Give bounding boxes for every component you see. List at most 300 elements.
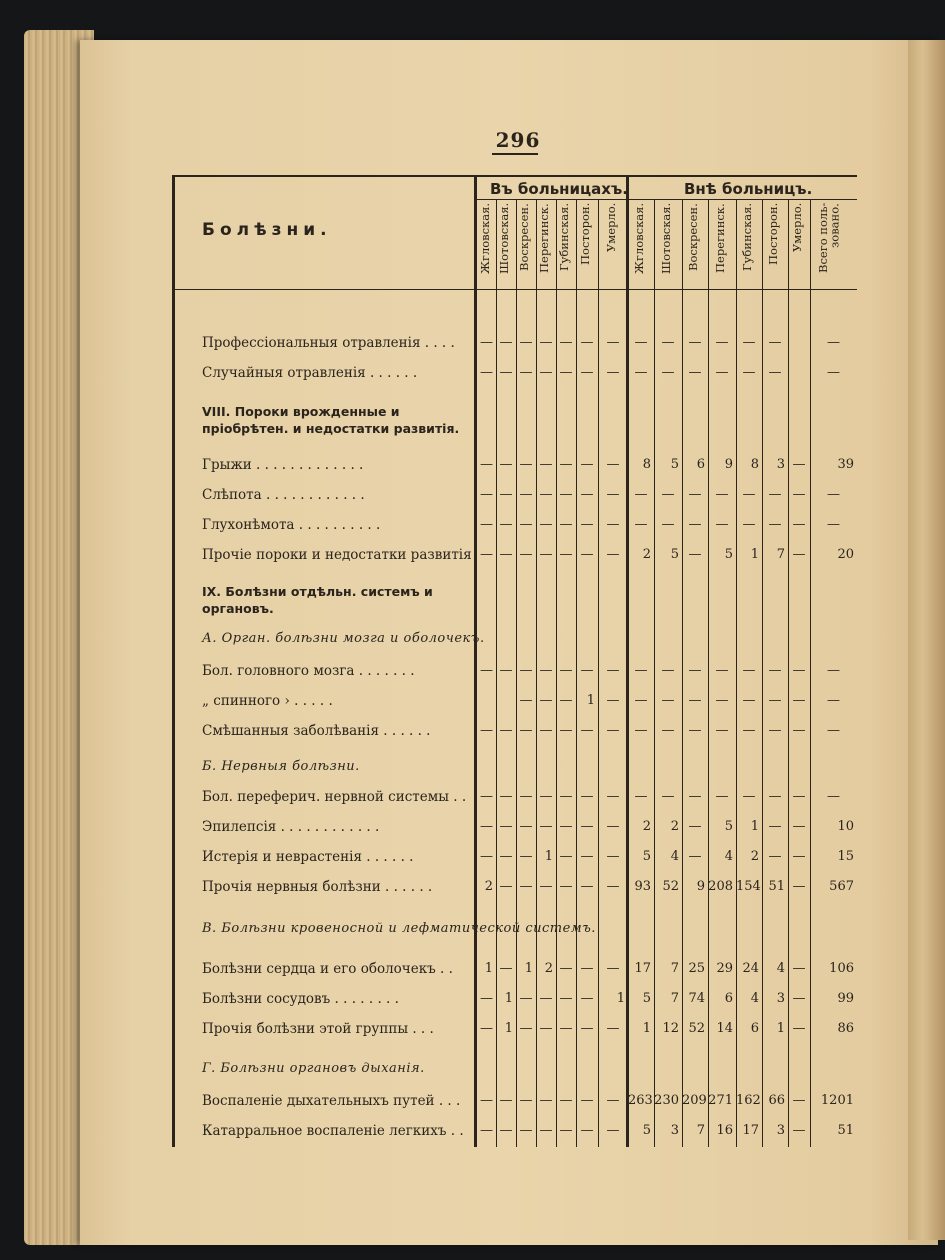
table-cell: — — [519, 457, 533, 472]
table-cell: — — [580, 723, 594, 738]
table-cell: 1 — [544, 849, 553, 864]
table-cell: 9 — [724, 457, 733, 472]
table-cell: 2 — [642, 547, 651, 562]
table-cell: — — [768, 693, 782, 708]
table-cell: 5 — [642, 1123, 651, 1138]
table-cell: — — [539, 723, 553, 738]
row-label: Прочія нервныя болѣзни . . . . . . — [202, 879, 433, 895]
table-cell: 2 — [484, 879, 493, 894]
table-cell: 1 — [484, 961, 493, 976]
table-cell: 9 — [696, 879, 705, 894]
group-header-rule — [475, 199, 857, 200]
column-header: Шотовская. — [659, 203, 673, 275]
table-cell: — — [559, 517, 573, 532]
table-cell: — — [768, 789, 782, 804]
row-label: Прочія болѣзни этой группы . . . — [202, 1021, 434, 1037]
table-cell: — — [519, 487, 533, 502]
table-cell: — — [580, 879, 594, 894]
table-top-rule — [172, 175, 857, 177]
table-cell: — — [792, 1123, 806, 1138]
table-cell: 7 — [670, 991, 679, 1006]
table-cell: — — [519, 991, 533, 1006]
page-number: 296 — [495, 128, 541, 152]
table-cell: — — [634, 487, 648, 502]
table-cell: — — [580, 487, 594, 502]
group-outside-hospitals: Внѣ больницъ. — [684, 180, 813, 198]
table-cell: 2 — [670, 819, 679, 834]
table-section-row — [172, 755, 857, 781]
table-cell: — — [792, 789, 806, 804]
table-cell: 5 — [724, 819, 733, 834]
table-cell: — — [519, 1021, 533, 1036]
table-cell: — — [715, 723, 729, 738]
table-cell: — — [519, 693, 533, 708]
table-cell: — — [559, 487, 573, 502]
table-cell: — — [559, 365, 573, 380]
table-row — [172, 689, 857, 715]
table-cell: — — [792, 487, 806, 502]
table-cell: — — [606, 849, 620, 864]
group-in-hospitals: Въ больницахъ. — [490, 180, 628, 198]
table-cell: — — [661, 723, 675, 738]
section-heading: Г. Болѣзни органовъ дыханія. — [202, 1061, 425, 1076]
table-cell: — — [634, 335, 648, 350]
table-cell: — — [519, 879, 533, 894]
table-cell: — — [519, 819, 533, 834]
section-heading: В. Болѣзни кровеносной и лефматической системъ. — [202, 921, 596, 936]
table-cell: — — [792, 517, 806, 532]
table-row — [172, 815, 857, 841]
table-cell: 4 — [670, 849, 679, 864]
table-cell: — — [539, 487, 553, 502]
table-cell: 5 — [642, 849, 651, 864]
table-cell: 1 — [504, 991, 513, 1006]
table-cell: — — [715, 789, 729, 804]
table-cell: — — [827, 789, 840, 804]
table-cell: — — [559, 1021, 573, 1036]
table-cell: — — [499, 961, 513, 976]
table-row — [172, 453, 857, 479]
table-cell: 2 — [750, 849, 759, 864]
column-header: Воскресен. — [517, 203, 531, 271]
table-cell: — — [606, 547, 620, 562]
page-number-underline — [492, 153, 538, 155]
row-label: Смѣшанныя заболѣванія . . . . . . — [202, 723, 431, 739]
table-row — [172, 845, 857, 871]
table-cell: — — [634, 517, 648, 532]
table-cell: — — [634, 663, 648, 678]
row-label: Катарральное воспаленіе легкихъ . . — [202, 1123, 464, 1139]
table-cell: — — [480, 991, 493, 1006]
table-cell: 230 — [654, 1093, 679, 1108]
row-label: Эпилепсія . . . . . . . . . . . . — [202, 819, 380, 835]
table-cell: — — [519, 849, 533, 864]
table-cell: — — [606, 789, 620, 804]
row-label: Бол. головного мозга . . . . . . . — [202, 663, 415, 679]
table-cell: — — [634, 693, 648, 708]
table-cell: — — [768, 365, 782, 380]
row-label: Истерія и неврастенія . . . . . . — [202, 849, 414, 865]
table-cell: — — [688, 723, 702, 738]
table-cell: — — [792, 547, 806, 562]
table-cell: — — [742, 723, 756, 738]
table-cell: — — [580, 457, 594, 472]
table-cell: 1 — [776, 1021, 785, 1036]
table-cell: 86 — [837, 1021, 854, 1036]
table-cell: — — [715, 487, 729, 502]
table-cell: — — [634, 789, 648, 804]
table-cell: 7 — [776, 547, 785, 562]
column-header: Жгловская. — [632, 203, 646, 275]
table-cell: — — [480, 1021, 493, 1036]
table-cell: — — [480, 663, 493, 678]
row-label: Бол. переферич. нервной системы . . — [202, 789, 467, 805]
table-cell: — — [606, 819, 620, 834]
table-cell: — — [499, 457, 513, 472]
table-cell: — — [688, 693, 702, 708]
table-cell: — — [480, 517, 493, 532]
row-header-title: Болѣзни. — [202, 220, 332, 240]
table-cell: — — [606, 693, 620, 708]
table-cell: — — [580, 547, 594, 562]
table-cell: 1 — [524, 961, 533, 976]
table-cell: — — [580, 663, 594, 678]
table-cell: — — [792, 991, 806, 1006]
table-cell: — — [499, 663, 513, 678]
table-cell: — — [792, 693, 806, 708]
table-cell: 6 — [696, 457, 705, 472]
table-cell: — — [768, 819, 782, 834]
table-cell: — — [768, 487, 782, 502]
table-row — [172, 543, 857, 569]
table-cell: — — [499, 819, 513, 834]
table-cell: 2 — [544, 961, 553, 976]
table-cell: — — [539, 335, 553, 350]
table-cell: — — [499, 547, 513, 562]
table-cell: — — [480, 1093, 493, 1108]
table-cell: 263 — [628, 1093, 653, 1108]
row-label: Болѣзни сосудовъ . . . . . . . . — [202, 991, 399, 1007]
table-cell: 16 — [716, 1123, 733, 1138]
disease-table — [172, 175, 857, 1147]
table-cell: — — [580, 1093, 594, 1108]
table-cell: — — [661, 335, 675, 350]
column-header: Посторон. — [578, 203, 592, 266]
section-heading: А. Орган. болѣзни мозга и оболочекъ. — [202, 631, 485, 646]
table-cell: — — [768, 663, 782, 678]
table-cell: — — [688, 335, 702, 350]
table-cell: — — [519, 517, 533, 532]
table-cell: 2 — [642, 819, 651, 834]
table-cell: 208 — [708, 879, 733, 894]
table-cell: 3 — [776, 991, 785, 1006]
column-header: Перегинск. — [537, 203, 551, 273]
table-cell: 29 — [716, 961, 733, 976]
row-label: „ спинного › . . . . . — [202, 693, 333, 709]
table-cell: — — [792, 819, 806, 834]
table-cell: — — [742, 365, 756, 380]
table-cell: — — [661, 789, 675, 804]
table-cell: — — [768, 849, 782, 864]
row-label: Прочіе пороки и недостатки развитія — [202, 547, 472, 563]
table-cell: 17 — [634, 961, 651, 976]
table-section-row — [172, 627, 857, 653]
table-cell: — — [688, 547, 702, 562]
table-cell: 209 — [682, 1093, 707, 1108]
table-cell: — — [559, 819, 573, 834]
table-cell: — — [539, 663, 553, 678]
table-cell: — — [539, 457, 553, 472]
row-label: Глухонѣмота . . . . . . . . . . — [202, 517, 381, 533]
table-cell: 74 — [688, 991, 705, 1006]
table-cell: 5 — [642, 991, 651, 1006]
table-cell: — — [499, 879, 513, 894]
table-cell: — — [827, 365, 840, 380]
table-row — [172, 1119, 857, 1145]
table-cell: 6 — [750, 1021, 759, 1036]
table-cell: — — [480, 335, 493, 350]
table-cell: — — [768, 723, 782, 738]
table-cell: — — [539, 1021, 553, 1036]
table-cell: — — [792, 879, 806, 894]
table-cell: 1 — [642, 1021, 651, 1036]
table-cell: — — [480, 457, 493, 472]
table-cell: — — [519, 335, 533, 350]
row-label: Болѣзни сердца и его оболочекъ . . — [202, 961, 453, 977]
table-cell: — — [539, 991, 553, 1006]
table-row — [172, 361, 857, 387]
table-cell: — — [499, 1093, 513, 1108]
table-cell: — — [742, 517, 756, 532]
table-cell: — — [688, 517, 702, 532]
table-cell: — — [499, 1123, 513, 1138]
table-cell: — — [606, 517, 620, 532]
table-cell: — — [559, 961, 573, 976]
table-cell: — — [539, 819, 553, 834]
table-cell: — — [580, 1021, 594, 1036]
table-cell: — — [792, 849, 806, 864]
table-cell: 10 — [837, 819, 854, 834]
table-cell: — — [539, 789, 553, 804]
table-cell: — — [742, 487, 756, 502]
table-cell: 8 — [642, 457, 651, 472]
table-cell: 271 — [708, 1093, 733, 1108]
row-label: Профессіональныя отравленія . . . . — [202, 335, 455, 351]
table-cell: — — [661, 693, 675, 708]
table-cell: 93 — [634, 879, 651, 894]
table-cell: — — [559, 789, 573, 804]
row-label: Слѣпота . . . . . . . . . . . . — [202, 487, 365, 503]
table-cell: — — [519, 365, 533, 380]
table-cell: 3 — [776, 457, 785, 472]
table-cell: — — [480, 849, 493, 864]
table-cell: — — [742, 335, 756, 350]
table-cell: — — [606, 457, 620, 472]
table-cell: — — [559, 663, 573, 678]
column-header: Жгловская. — [477, 203, 492, 275]
table-cell: 51 — [768, 879, 785, 894]
table-cell: 20 — [837, 547, 854, 562]
table-cell: — — [559, 991, 573, 1006]
table-row — [172, 987, 857, 1013]
table-cell: — — [661, 487, 675, 502]
table-cell: — — [519, 1093, 533, 1108]
table-cell: 106 — [829, 961, 854, 976]
table-cell: 162 — [736, 1093, 761, 1108]
table-cell: — — [539, 1123, 553, 1138]
table-cell: — — [827, 487, 840, 502]
table-cell: — — [606, 1123, 620, 1138]
table-cell: — — [519, 789, 533, 804]
column-header: Губинская. — [557, 203, 571, 272]
table-cell: — — [519, 663, 533, 678]
table-cell: 6 — [724, 991, 733, 1006]
table-cell: — — [606, 723, 620, 738]
table-cell: — — [499, 517, 513, 532]
table-row — [172, 957, 857, 983]
column-header: Перегинск. — [713, 203, 727, 273]
facing-page-edge — [908, 40, 945, 1240]
table-cell: 3 — [670, 1123, 679, 1138]
table-cell: — — [606, 1021, 620, 1036]
table-cell: — — [580, 517, 594, 532]
section-heading: VIII. Пороки врожденные и пріобрѣтен. и недостатки развитія. — [202, 404, 460, 436]
table-cell: — — [715, 365, 729, 380]
table-cell: — — [634, 365, 648, 380]
table-cell: — — [580, 991, 594, 1006]
table-row — [172, 719, 857, 745]
table-cell: — — [580, 1123, 594, 1138]
table-cell: — — [715, 693, 729, 708]
table-cell: — — [539, 365, 553, 380]
table-row — [172, 1017, 857, 1043]
table-cell: — — [580, 365, 594, 380]
table-cell: 1 — [750, 819, 759, 834]
table-cell: — — [559, 879, 573, 894]
table-cell: 1 — [616, 991, 625, 1006]
table-cell: 24 — [742, 961, 759, 976]
table-cell: — — [742, 789, 756, 804]
table-cell: — — [539, 693, 553, 708]
table-cell: 1 — [586, 693, 595, 708]
table-cell: 66 — [768, 1093, 785, 1108]
table-row — [172, 659, 857, 685]
table-cell: 4 — [724, 849, 733, 864]
table-cell: — — [580, 961, 594, 976]
table-cell: — — [519, 723, 533, 738]
table-cell: — — [499, 789, 513, 804]
row-label: Грыжи . . . . . . . . . . . . . — [202, 457, 364, 473]
table-cell: — — [792, 1093, 806, 1108]
table-cell: — — [559, 547, 573, 562]
table-cell: — — [742, 693, 756, 708]
table-row — [172, 483, 857, 509]
table-cell: — — [827, 693, 840, 708]
section-heading: IX. Болѣзни отдѣльн. системъ и органовъ. — [202, 584, 433, 616]
table-cell: — — [499, 849, 513, 864]
row-label: Случайныя отравленія . . . . . . — [202, 365, 418, 381]
column-header: Умерло. — [790, 203, 804, 253]
table-cell: 39 — [837, 457, 854, 472]
table-section-row — [172, 404, 857, 436]
table-cell: — — [792, 961, 806, 976]
table-cell: — — [792, 1021, 806, 1036]
table-cell: 99 — [837, 991, 854, 1006]
table-cell: — — [768, 335, 782, 350]
table-cell: — — [539, 547, 553, 562]
table-cell: 4 — [750, 991, 759, 1006]
table-row — [172, 1089, 857, 1115]
table-cell: — — [559, 693, 573, 708]
table-cell: — — [519, 547, 533, 562]
table-cell: — — [539, 879, 553, 894]
table-cell: — — [559, 457, 573, 472]
table-cell: — — [580, 849, 594, 864]
table-cell: — — [606, 1093, 620, 1108]
table-cell: 8 — [750, 457, 759, 472]
table-cell: 12 — [662, 1021, 679, 1036]
table-cell: 1 — [504, 1021, 513, 1036]
column-header: Шотовская. — [497, 203, 511, 275]
table-cell: — — [661, 517, 675, 532]
table-cell: — — [559, 723, 573, 738]
table-row — [172, 875, 857, 901]
table-cell: 154 — [736, 879, 761, 894]
table-cell: — — [827, 723, 840, 738]
table-section-row — [172, 584, 857, 616]
table-cell: — — [827, 335, 840, 350]
table-cell: 3 — [776, 1123, 785, 1138]
column-header: Губинская. — [740, 203, 754, 272]
table-row — [172, 513, 857, 539]
table-cell: — — [499, 487, 513, 502]
table-cell: — — [480, 547, 493, 562]
table-cell: — — [480, 1123, 493, 1138]
table-cell: — — [480, 487, 493, 502]
table-cell: — — [606, 961, 620, 976]
table-cell: — — [580, 819, 594, 834]
table-cell: — — [792, 663, 806, 678]
table-cell: 5 — [670, 547, 679, 562]
table-cell: — — [580, 335, 594, 350]
table-cell: 567 — [829, 879, 854, 894]
table-cell: 14 — [716, 1021, 733, 1036]
table-cell: — — [827, 663, 840, 678]
table-cell: — — [480, 365, 493, 380]
table-cell: 7 — [670, 961, 679, 976]
table-cell: — — [827, 517, 840, 532]
table-cell: — — [661, 365, 675, 380]
table-cell: — — [499, 365, 513, 380]
table-cell: — — [792, 723, 806, 738]
table-cell: 1 — [750, 547, 759, 562]
table-cell: — — [539, 1093, 553, 1108]
table-cell: 4 — [776, 961, 785, 976]
table-cell: — — [606, 663, 620, 678]
table-cell: — — [606, 335, 620, 350]
row-label: Воспаленіе дыхательныхъ путей . . . — [202, 1093, 461, 1109]
table-cell: — — [742, 663, 756, 678]
table-section-row — [172, 917, 857, 943]
table-cell: — — [715, 663, 729, 678]
table-cell: — — [688, 365, 702, 380]
table-cell: 5 — [670, 457, 679, 472]
table-cell: — — [606, 365, 620, 380]
table-cell: — — [519, 1123, 533, 1138]
table-cell: — — [768, 517, 782, 532]
table-cell: — — [539, 517, 553, 532]
table-row — [172, 785, 857, 811]
